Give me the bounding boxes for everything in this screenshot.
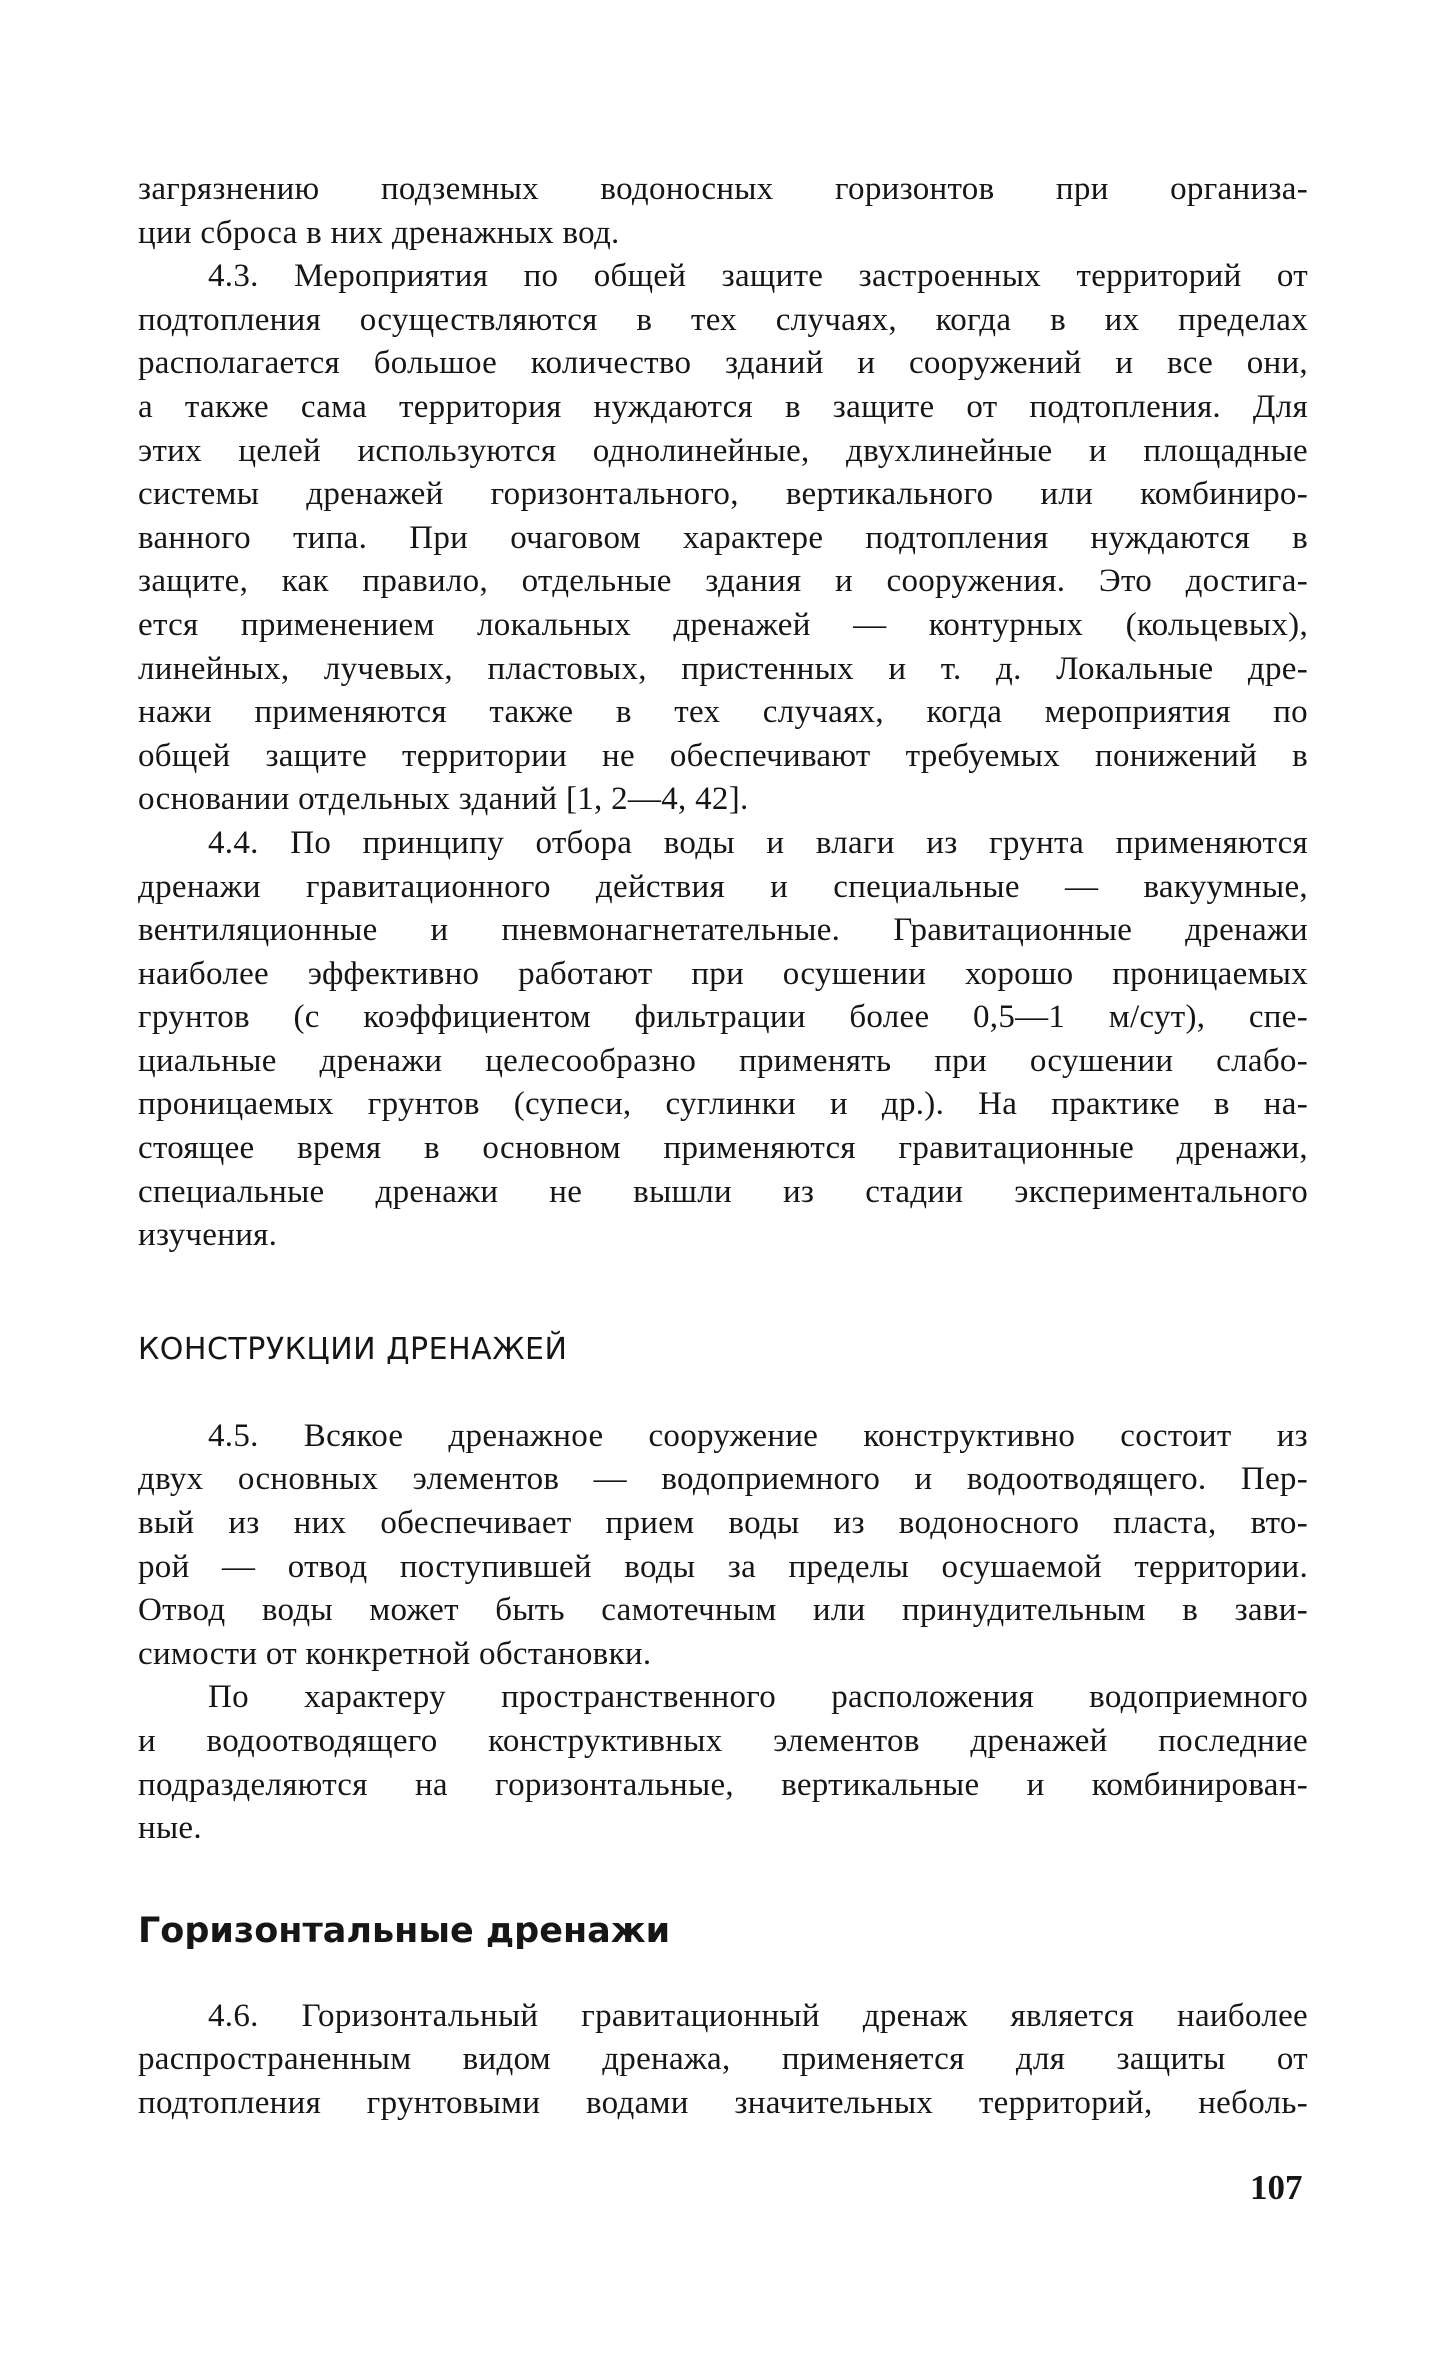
text-line: нажи применяются также в тех случаях, когда мероприятия по: [138, 694, 1308, 731]
text-line: изучения.: [138, 1217, 278, 1254]
text-line: подтопления грунтовыми водами значительных территорий, неболь-: [138, 2084, 1308, 2121]
text-line: специальные дренажи не вышли из стадии экспериментального: [138, 1173, 1308, 1210]
text-line: дренажи гравитационного действия и специальные — вакуумные,: [138, 868, 1308, 905]
text-line: наиболее эффективно работают при осушении хорошо проницаемых: [138, 955, 1308, 992]
paragraph-continuation: [138, 168, 1308, 255]
text-line: двух основных элементов — водоприемного и водоотводящего. Пер-: [138, 1461, 1308, 1498]
text-line: вый из них обеспечивает прием воды из водоносного пласта, вто-: [138, 1505, 1308, 1542]
text-line: циальные дренажи целесообразно применять при осушении слабо-: [138, 1042, 1308, 1079]
text-line: а также сама территория нуждаются в защите от подтопления. Для: [138, 388, 1308, 425]
paragraph-4-3: [138, 255, 1308, 822]
text-line: системы дренажей горизонтального, вертикального или комбиниро-: [138, 476, 1308, 513]
section-heading: КОНСТРУКЦИИ ДРЕНАЖЕЙ: [138, 1331, 568, 1367]
text-line: основании отдельных зданий [1, 2—4, 42].: [138, 781, 749, 818]
text-line: 4.3. Мероприятия по общей защите застроенных территорий от: [208, 258, 1308, 295]
paragraph-classification: [138, 1676, 1308, 1850]
text-line: общей защите территории не обеспечивают требуемых понижений в: [138, 737, 1308, 774]
text-line: ванного типа. При очаговом характере подтопления нуждаются в: [138, 519, 1308, 556]
text-line: ции сброса в них дренажных вод.: [138, 214, 620, 251]
text-line: этих целей используются однолинейные, двухлинейные и площадные: [138, 432, 1308, 469]
text-line: грунтов (с коэффициентом фильтрации более 0,5—1 м/сут), спе-: [138, 999, 1308, 1036]
text-line: рой — отвод поступившей воды за пределы осушаемой территории.: [138, 1548, 1308, 1585]
text-line: линейных, лучевых, пластовых, пристенных и т. д. Локальные дре-: [138, 650, 1308, 687]
text-line: загрязнению подземных водоносных горизонтов при организа-: [138, 171, 1308, 207]
text-line: ется применением локальных дренажей — контурных (кольцевых),: [138, 606, 1308, 643]
text-line: По характеру пространственного расположения водоприемного: [208, 1679, 1308, 1716]
page-text-body: [138, 168, 1308, 2126]
text-line: и водоотводящего конструктивных элементов дренажей последние: [138, 1723, 1308, 1759]
text-line: подтопления осуществляются в тех случаях, когда в их пределах: [138, 301, 1308, 338]
text-line: симости от конкретной обстановки.: [138, 1635, 652, 1672]
subsection-heading: Горизонтальные дренажи: [138, 1910, 671, 1951]
text-line: защите, как правило, отдельные здания и сооружения. Это достига-: [138, 563, 1308, 600]
text-line: 4.4. По принципу отбора воды и влаги из грунта применяются: [208, 824, 1308, 861]
text-line: 4.5. Всякое дренажное сооружение конструктивно состоит из: [208, 1417, 1308, 1454]
text-line: ные.: [138, 1810, 202, 1847]
text-line: располагается большое количество зданий и сооружений и все они,: [138, 345, 1308, 382]
text-line: вентиляционные и пневмонагнетательные. Гравитационные дренажи: [138, 912, 1308, 949]
paragraph-4-6: [138, 1995, 1308, 2126]
text-line: проницаемых грунтов (супеси, суглинки и др.). На практике в на-: [138, 1086, 1308, 1123]
paragraph-4-5: [138, 1415, 1308, 1677]
text-line: подразделяются на горизонтальные, вертикальные и комбинирован-: [138, 1766, 1308, 1803]
text-line: распространенным видом дренажа, применяется для защиты от: [138, 2041, 1308, 2078]
page-number: 107: [1250, 2168, 1303, 2207]
text-line: 4.6. Горизонтальный гравитационный дренаж является наиболее: [208, 1997, 1308, 2034]
text-line: стоящее время в основном применяются гравитационные дренажи,: [138, 1130, 1308, 1167]
paragraph-4-4: [138, 822, 1308, 1258]
text-line: Отвод воды может быть самотечным или принудительным в зави-: [138, 1592, 1308, 1629]
